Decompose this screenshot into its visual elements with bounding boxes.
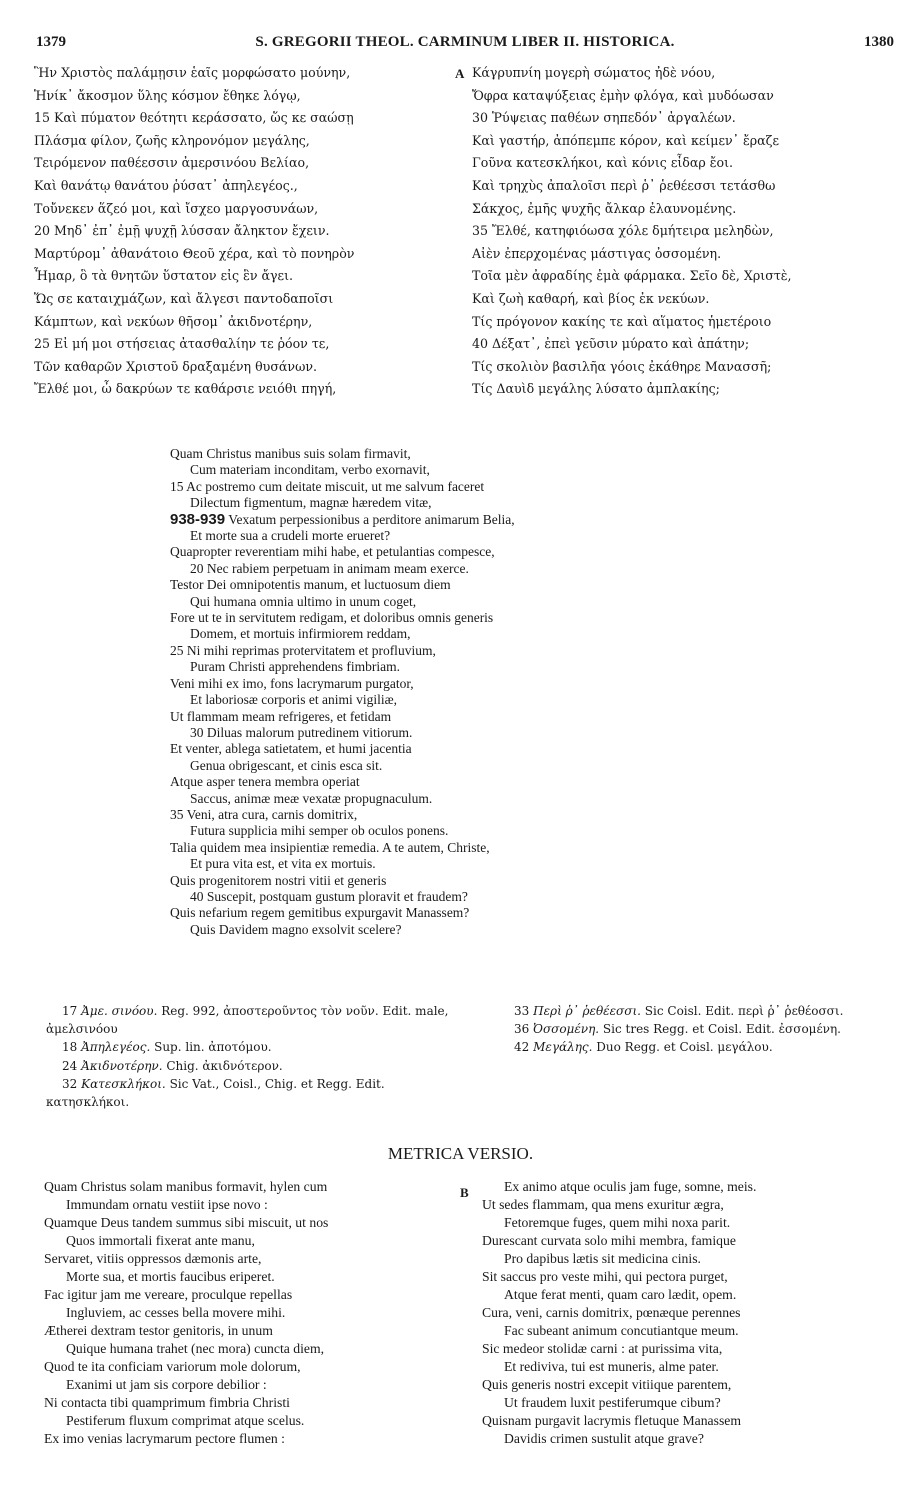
- latin-line: [170, 544, 730, 560]
- section-title: METRICA VERSIO.: [387, 1144, 534, 1163]
- footnote-text: Sic Vat., Coisl., Chig. et Regg. Edit. κατησκλήκοι.: [46, 1076, 385, 1110]
- footnote-lemma: Ἀμε. σινόου.: [81, 1004, 158, 1018]
- verse-line: Ex animo atque oculis jam fuge, somne, meis.: [504, 1179, 757, 1194]
- latin-line-text: 40 Suscepit, postquam gustum ploravit et fraudem?: [190, 888, 468, 904]
- latin-line-text: Et venter, ablega satietatem, et humi jacentia: [170, 741, 412, 757]
- greek-verse-line: Σάκχος, ἐμῆς ψυχῆς ἄλκαρ ἐλαυνομένης.: [472, 200, 737, 216]
- footnote-lemma: Μεγάλης.: [533, 1040, 593, 1055]
- greek-verse-line: 40 Δέξατ᾽, ἐπεὶ γεῦσιν μύρατο καὶ ἀπάτην;: [472, 336, 750, 352]
- verse-line: Et rediviva, tui est muneris, alme pater.: [504, 1359, 719, 1374]
- footnote-number: 33: [514, 1004, 530, 1018]
- latin-line: [170, 692, 730, 708]
- latin-line-text: Quapropter reverentiam mihi habe, et petulantias compesce,: [170, 544, 495, 560]
- latin-line-text: Quis progenitorem nostri vitii et generis: [170, 872, 387, 888]
- latin-line-text: 35 Veni, atra cura, carnis domitrix,: [170, 806, 358, 822]
- verse-line: Ut sedes flammam, qua mens exuritur ægra,: [482, 1197, 724, 1212]
- latin-line: [170, 643, 730, 659]
- greek-verse-line: Τοὔνεκεν ἅζεό μοι, καὶ ἴσχεο μαργοσυνάων,: [34, 200, 319, 216]
- footnote-lemma: Περὶ ῥ᾽ ῥεθέεσσι.: [533, 1004, 641, 1018]
- greek-verse-line: Τοῖα μὲν ἀφραδίης ἐμὰ φάρμακα. Σεῖο δὲ, Χριστὲ,: [472, 268, 792, 284]
- verse-line: Atque ferat menti, quam caro lædit, opem.: [504, 1287, 737, 1302]
- footnote: [46, 1002, 454, 1038]
- verse-line: Durescant curvata solo mihi membra, famique: [482, 1233, 736, 1248]
- greek-verse-line: Καὶ τρηχὺς ἀπαλοῖσι περὶ ῥ᾽ ῥεθέεσσι τετάσθω: [472, 177, 776, 193]
- footnote: [498, 1020, 898, 1038]
- footnote-text: Duo Regg. et Coisl. μεγάλου.: [596, 1040, 773, 1055]
- latin-line: [170, 758, 730, 774]
- footnote-number: 32: [62, 1076, 78, 1091]
- latin-line-text: Et pura vita est, et vita ex mortuis.: [190, 856, 376, 872]
- greek-verse-line: Καὶ γαστήρ, ἀπόπεμπε κόρον, καὶ κείμεν᾽ ἔραζε: [472, 132, 779, 148]
- latin-line-text: Dilectum figmentum, magnæ hæredem vitæ,: [190, 495, 432, 511]
- verse-line: Quique humana trahet (nec mora) cuncta diem,: [66, 1341, 325, 1356]
- greek-column-left: [34, 62, 454, 401]
- greek-verse-line: Καὶ ζωὴ καθαρή, καὶ βίος ἐκ νεκύων.: [472, 290, 710, 306]
- latin-line: [170, 659, 730, 675]
- latin-line: [170, 905, 730, 921]
- footnote-number: 17: [62, 1004, 78, 1018]
- latin-line: [170, 528, 730, 544]
- greek-verse-line: Πλάσμα φίλον, ζωῆς κληρονόμον μεγάλης,: [34, 132, 310, 148]
- latin-line-text: 25 Ni mihi reprimas protervitatem et profluvium,: [170, 642, 436, 658]
- page-number-left: 1379: [36, 34, 66, 50]
- verse-line: Servaret, vitiis oppressos dæmonis arte,: [44, 1251, 262, 1266]
- latin-line-text: Atque asper tenera membra operiat: [170, 774, 360, 790]
- latin-line-text: Quam Christus manibus suis solam firmavit,: [170, 446, 411, 461]
- footnote-text: Chig. ἀκιδνότερον.: [166, 1058, 283, 1073]
- latin-line-text: Puram Christi apprehendens fimbriam.: [190, 659, 400, 675]
- latin-line-text: Ut flammam meam refrigeres, et fetidam: [170, 708, 392, 724]
- greek-verse-line: 35 Ἔλθέ, κατηφιόωσα χόλε δμήτειρα μεληδὼν,: [472, 223, 774, 239]
- greek-verse-line: Τίς Δαυὶδ μεγάλης λύσατο ἀμπλακίης;: [472, 381, 720, 397]
- verse-line: Davidis crimen sustulit atque grave?: [504, 1431, 704, 1446]
- latin-line: [170, 774, 730, 790]
- greek-verse-line: Κάμπτων, καὶ νεκύων θῆσομ᾽ ἀκιδνοτέρην,: [34, 313, 313, 329]
- footnote-number: 42: [514, 1040, 530, 1055]
- footnote-lemma: Ἀκιδνοτέρην.: [81, 1058, 163, 1073]
- verse-line: Ni contacta tibi quamprimum fimbria Christi: [44, 1395, 290, 1410]
- greek-verse-line: Τῶν καθαρῶν Χριστοῦ δραξαμένη θυσάνων.: [34, 358, 318, 374]
- footnote-text: Sic tres Regg. et Coisl. Edit. ἐσσομένη.: [602, 1022, 841, 1037]
- greek-verse-line: Γοῦνα κατεσκλήκοι, καὶ κόνις εἶδαρ ἔοι.: [472, 155, 734, 171]
- latin-line: [170, 594, 730, 610]
- footnote-text: Sic Coisl. Edit. περὶ ῥ᾽ ῥεθέοσσι.: [644, 1004, 844, 1018]
- latin-line: [170, 479, 730, 495]
- verse-line: Pro dapibus lætis sit medicina cinis.: [504, 1251, 701, 1266]
- footnote-number: 36: [514, 1022, 530, 1037]
- greek-verse-line: Ἦμαρ, ὃ τὰ θνητῶν ὕστατον εἰς ἓν ἄγει.: [34, 268, 294, 284]
- latin-line-text: Veni mihi ex imo, fons lacrymarum purgator,: [170, 675, 414, 691]
- verse-line: Fac igitur jam me vereare, proculque repellas: [44, 1287, 293, 1302]
- footnote: [498, 1038, 898, 1056]
- verse-line: Exanimi ut jam sis corpore debilior :: [66, 1377, 267, 1392]
- verse-line: Fetoremque fuges, quem mihi noxa parit.: [504, 1215, 731, 1230]
- latin-line: [170, 676, 730, 692]
- latin-line-text: Qui humana omnia ultimo in unum coget,: [190, 593, 417, 609]
- latin-line-text: 20 Nec rabiem perpetuam in animam meam exerce.: [190, 560, 469, 576]
- latin-line: [170, 840, 730, 856]
- verse-line: Ex imo venias lacrymarum pectore flumen :: [44, 1431, 285, 1446]
- latin-line-text: 30 Diluas malorum putredinem vitiorum.: [190, 724, 413, 740]
- latin-line-text: Quis nefarium regem gemitibus expurgavit Manassem?: [170, 905, 470, 921]
- footnote-text: Sup. lin. ἀποτόμου.: [154, 1040, 272, 1055]
- latin-line-text: Genua obrigescant, et cinis esca sit.: [190, 757, 383, 773]
- latin-line: [170, 610, 730, 626]
- greek-verse-line: 15 Καὶ πύματον θεότητι κεράσσατο, ὥς κε σαώσῃ: [34, 110, 354, 126]
- greek-verse-line: Τίς σκολιὸν βασιλῆα γόοις ἐκάθηρε Μανασσῆ;: [472, 358, 772, 374]
- footnote-number: 24: [62, 1058, 78, 1073]
- latin-translation: [170, 446, 730, 938]
- latin-line-text: Et laboriosæ corporis et animi vigiliæ,: [190, 692, 397, 708]
- verse-line: Quod te ita conficiam variorum mole dolorum,: [44, 1359, 301, 1374]
- latin-line: [170, 856, 730, 872]
- verse-line: Pestiferum fluxum comprimat atque scelus.: [66, 1413, 305, 1428]
- greek-verse-line: Ὄφρα καταψύξειας ἐμὴν φλόγα, καὶ μυδόωσαν: [472, 87, 774, 103]
- greek-verse-line: 20 Μηδ᾽ ἐπ᾽ ἐμῇ ψυχῇ λύσσαν ἄληκτον ἔχειν.: [34, 223, 330, 239]
- verse-line: Fac subeant animum concutiantque meum.: [504, 1323, 739, 1338]
- verse-line: Quis generis nostri excepit vitiique parentem,: [482, 1377, 732, 1392]
- latin-line-text: 15 Ac postremo cum deitate miscuit, ut me salvum faceret: [170, 478, 485, 494]
- footnote: [46, 1057, 454, 1075]
- footnote-lemma: Ὀσσομένη.: [533, 1022, 600, 1037]
- metrical-version-left: [44, 1178, 464, 1448]
- latin-line: [170, 807, 730, 823]
- latin-line: [170, 791, 730, 807]
- running-title: S. GREGORII THEOL. CARMINUM LIBER II. HISTORICA.: [255, 34, 675, 50]
- latin-line: [170, 922, 730, 938]
- latin-line-text: Saccus, animæ meæ vexatæ propugnaculum.: [190, 790, 433, 806]
- footnote-number: 18: [62, 1040, 78, 1055]
- column-marker-b: B: [460, 1185, 469, 1200]
- footnote: [46, 1038, 454, 1056]
- latin-line: [170, 512, 730, 528]
- greek-verse-line: Ἔλθέ μοι, ὦ δακρύων τε καθάρσιε νειόθι πηγή,: [34, 381, 337, 397]
- latin-line: [170, 873, 730, 889]
- latin-line: [170, 577, 730, 593]
- latin-line-text: Quis Davidem magno exsolvit scelere?: [190, 921, 402, 937]
- latin-line-text: Et morte sua a crudeli morte erueret?: [190, 528, 391, 544]
- footnote-text: Reg. 992, ἀποστεροῦντος τὸν νοῦν. Edit. male, ἀμελσινόου: [46, 1004, 449, 1037]
- footnote-lemma: Ἀπηλεγέος.: [81, 1040, 151, 1055]
- latin-line-text: Fore ut te in servitutem redigam, et doloribus omnis generis: [170, 610, 494, 626]
- verse-line: Quam Christus solam manibus formavit, hylen cum: [44, 1179, 328, 1194]
- greek-verse-line: Μαρτύρομ᾽ ἀθανάτοιο Θεοῦ χέρα, καὶ τὸ πονηρὸν: [34, 245, 355, 261]
- running-header: [36, 30, 894, 54]
- footnote: [498, 1002, 898, 1020]
- footnotes-right: [498, 1002, 898, 1057]
- footnote-lemma: Κατεσκλήκοι.: [81, 1076, 166, 1091]
- latin-line-text: Domem, et mortuis infirmiorem reddam,: [190, 626, 411, 642]
- verse-line: Quamque Deus tandem summus sibi miscuit, ut nos: [44, 1215, 329, 1230]
- column-marker-a: A: [455, 66, 465, 81]
- latin-line-text: Futura supplicia mihi semper ob oculos ponens.: [190, 823, 449, 839]
- greek-verse-line: Ἣν Χριστὸς παλάμῃσιν ἑαῖς μορφώσατο μούνην,: [34, 65, 351, 80]
- greek-column-right: [472, 62, 892, 401]
- latin-line-text: Cum materiam inconditam, verbo exornavit,: [190, 462, 430, 478]
- greek-verse-line: 30 Ῥύψειας παθέων σηπεδόν᾽ ἀργαλέων.: [472, 110, 736, 126]
- verse-line: Quisnam purgavit lacrymis fletuque Manassem: [482, 1413, 741, 1428]
- verse-line: Ingluviem, ac cesses bella movere mihi.: [66, 1305, 286, 1320]
- greek-verse-line: Κάγρυπνίη μογερὴ σώματος ἠδὲ νόου,: [472, 65, 716, 80]
- verse-line: Sic medeor stolidæ carni : at purissima vita,: [482, 1341, 723, 1356]
- latin-line: [170, 561, 730, 577]
- greek-verse-line: Ὥς σε καταιχμάζων, καὶ ἄλγεσι παντοδαποῖσι: [34, 290, 334, 306]
- verse-line: Morte sua, et mortis faucibus eriperet.: [66, 1269, 275, 1284]
- latin-line: [170, 741, 730, 757]
- greek-verse-line: 25 Εἰ μή μοι στήσειας ἀτασθαλίην τε ῥόον τε,: [34, 336, 330, 352]
- latin-line: [170, 626, 730, 642]
- greek-verse-line: Τειρόμενον παθέεσσιν ἀμερσινόου Βελίαο,: [34, 155, 310, 171]
- latin-line-text: Talia quidem mea insipientiæ remedia. A te autem, Christe,: [170, 839, 490, 855]
- verse-line: Sit saccus pro veste mihi, qui pectora purget,: [482, 1269, 728, 1284]
- page-number-right: 1380: [864, 34, 894, 50]
- footnotes-left: [46, 1002, 454, 1111]
- verse-line: Quos immortali fixerat ante manu,: [66, 1233, 255, 1248]
- latin-line: [170, 725, 730, 741]
- verse-line: Ætherei dextram testor genitoris, in unum: [44, 1323, 273, 1338]
- latin-line: [170, 889, 730, 905]
- greek-verse-line: Καὶ θανάτῳ θανάτου ῥύσατ᾽ ἀπηλεγέος.,: [34, 177, 298, 193]
- latin-line-text: Vexatum perpessionibus a perditore animarum Belia,: [228, 511, 515, 527]
- latin-line: [170, 495, 730, 511]
- latin-line: [170, 709, 730, 725]
- greek-verse-line: Ἡνίκ᾽ ἄκοσμον ὕλης κόσμον ἔθηκε λόγῳ,: [34, 87, 301, 103]
- greek-verse-line: Τίς πρόγονον κακίης τε καὶ αἵματος ἡμετέροιο: [472, 313, 772, 329]
- metrical-version-right: [482, 1178, 902, 1448]
- greek-verse-line: Αἰὲν ἐπερχομένας μάστιγας ὀσσομένη.: [472, 245, 722, 261]
- verse-line: Immundam ornatu vestiit ipse novo :: [66, 1197, 268, 1212]
- latin-line-text: Testor Dei omnipotentis manum, et luctuosum diem: [170, 577, 451, 593]
- verse-line: Cura, veni, carnis domitrix, pœnæque perennes: [482, 1305, 741, 1320]
- column-number: 938-939: [170, 510, 226, 528]
- latin-line: [170, 462, 730, 478]
- latin-line: [170, 823, 730, 839]
- footnote: [46, 1075, 454, 1111]
- latin-line: [170, 446, 730, 462]
- verse-line: Ut fraudem luxit pestiferumque cibum?: [504, 1395, 721, 1410]
